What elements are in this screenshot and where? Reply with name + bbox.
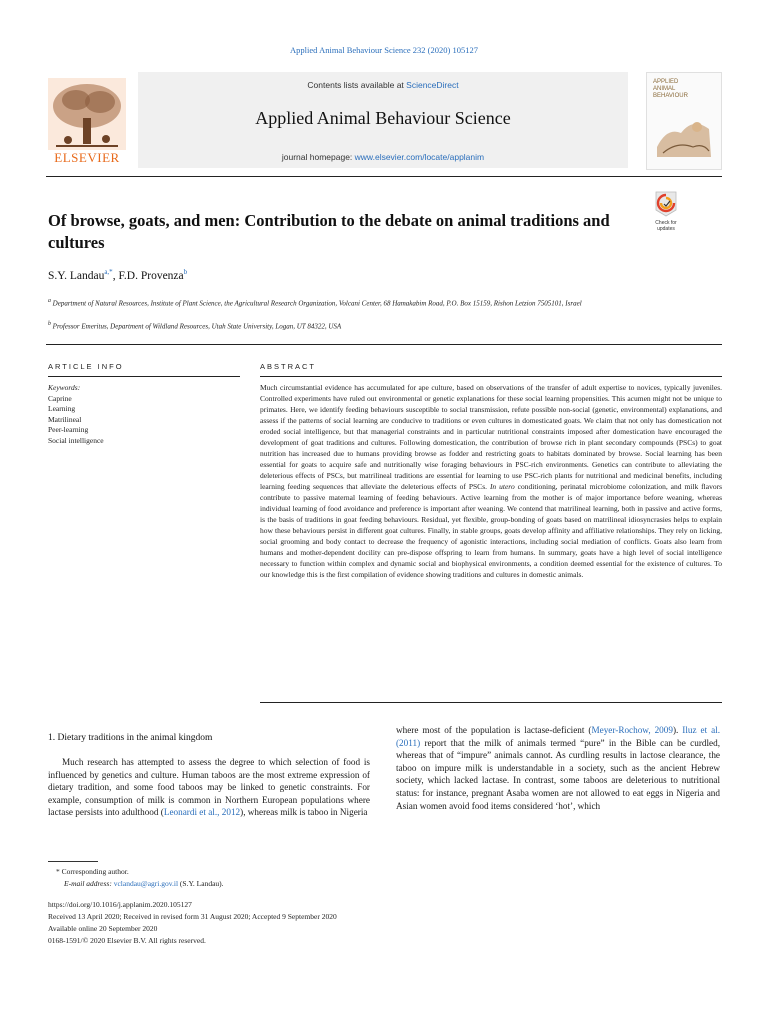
check-updates-icon [653,190,679,218]
affiliation-a [48,296,648,308]
journal-title: Applied Animal Behaviour Science [255,108,511,128]
keyword-item: Learning [48,404,76,413]
contents-prefix: Contents lists available at [307,80,407,90]
abstract-part-2: conditioning, perinatal microbiome colonization, and milk flavors contribute to passive maternal learning of feeding behaviours. Active learning from the mother is of major importance before weaning, whereas individual learning of food avoidance and preference is important after weaning. We contend that matrilineal learning, both in passive and active forms, is the basis of traditions in goat feeding behaviours. Residual, yet flexible, group-bonding of goats based on matrilineal idiosyncrasies helps to explain how these behaviours persist in different goat cultures. Finally, in stable groups, goats develop affinity and affiliative relationships. They rely on licking, social grooming and body contact to decrease the frequency of agonistic interactions, including social mediation of conflicts. Goats also learn from humans and mother-dependent docility can pre-dispose offspring to learn from humans. In summary, goats have a high level of social intelligence necessary to function within complex and dynamic social and biophysical environments, a condition deemed essential for the existence of cultures. To our knowledge this is the first compilation of evidence showing traditions and cultures in domestic animals. [260,482,722,579]
check-updates-label: Check for updates [655,220,677,232]
abstract-text [260,382,722,580]
email-suffix: (S.Y. Landau). [178,879,224,888]
body-left-text-2: ), whereas milk is taboo in Nigeria [240,807,368,818]
journal-homepage-link[interactable]: www.elsevier.com/locate/applanim [354,152,485,162]
keywords-block [48,383,238,446]
abstract-bottom-rule [260,702,722,703]
journal-reference[interactable]: Applied Animal Behaviour Science 232 (2020) 105127 [290,45,478,55]
keyword-item: Matrilineal [48,414,82,424]
footnote-rule [48,861,98,862]
corresponding-author-note: * Corresponding author. [56,867,129,876]
author-provenza[interactable]: F.D. Provenza [118,269,184,282]
copyright-line: 0168-1591/© 2020 Elsevier B.V. All rights reserved. [48,936,206,945]
author-landau-affil[interactable]: a,* [104,268,113,276]
journal-masthead [46,72,720,168]
body-left-column [48,756,370,819]
affiliation-a-text: Department of Natural Resources, Institute of Plant Science, the Agricultural Research Organization, Volcani Center, 68 Hamakabim Road, P.O. Box 15159, Rishon Letzion 7505101, Israel [52,299,582,308]
article-info-top-rule [46,344,722,345]
article-info-heading: ARTICLE INFO [48,362,124,371]
received-dates: Received 13 April 2020; Received in revised form 31 August 2020; Accepted 9 September 2020 [48,912,337,921]
cover-illustration [653,107,715,163]
sciencedirect-link[interactable]: ScienceDirect [406,80,459,90]
journal-header-box [138,72,628,168]
section-1-heading: 1. Dietary traditions in the animal kingdom [48,733,213,743]
body-right-text-3: report that the milk of animals termed “pure” in the Bible can be curdled, whereas that of “impure” animals cannot. As curdling results in lactose clearance, the taboo on impure milk is understandable in a society, such as the ancient Hebrew society, which lacked lactase. In contrast, some taboos are deleterious to nutritional status: for instance, pregnant Asaba women are not allowed to eat eggs in Nigeria and Asian women avoid food items considered ‘hot’, which [396,737,720,811]
article-title: Of browse, goats, and men: Contribution to the debate on animal traditions and cultures [48,211,610,252]
keyword-item: Caprine [48,393,72,403]
abstract-part-1: Much circumstantial evidence has accumulated for ape culture, based on observations of the transfer of adult expertise to novices, typically juveniles. Controlled experiments have ruled out environmental or genetic explanations for these social learning propensities. This acumen might not be unique to primates. Here, we identify feeding behaviours susceptible to social transmission, refute possible non-social (genetic, environmental) explanations, and assess if the patterns of social learning are conducive to traditions or even cultures in domesticated goats. We claim that not only has domestication not eroded social intelligence, but that managerial constraints and in particular nutritional constraints imposed after domestication have encouraged the development of goat traditions and cultures. Following domestication, the contribution of browse rich in plant secondary compounds (PSCs) to goat nutrition has increased due to humans providing browse as fodder and restricting goats to habitats dominated by browse. Social learning has been essential for goats to acquire safe and nutritionally wise foraging behaviours in PSC-rich environments. Genetics can contribute to alleviating the deleterious effects of PSCs, but matrilineal traditions are essential for learning to use PSC-rich plants for nutritional and medicinal benefits, including learning feeding sequences that alleviate the deleterious effects of PSCs. [260,383,722,491]
citation-iluz[interactable]: Iluz et al. (2011) [396,725,721,748]
cover-title [653,79,688,100]
email-note [64,879,224,890]
available-online: Available online 20 September 2020 [48,924,158,933]
masthead-rule [46,176,722,177]
body-right-text-1: where most of the population is lactase-deficient ( [396,725,592,735]
affiliation-b-text: Professor Emeritus, Department of Wildland Resources, Utah State University, Logan, UT 84322, USA [52,322,342,331]
body-left-text-1: Much research has attempted to assess the degree to which selection of food is influenced by genetics and culture. Human taboos are the most extreme expression of dietary tradition, and some food taboos may be linked to genetic constraints. For example, consumption of milk is common in Northern European populations where lactase persists into adulthood ( [48,757,370,818]
author-list [48,268,187,282]
article-info-rule [48,376,240,377]
elsevier-wordmark: ELSEVIER [54,150,120,165]
abstract-rule [260,376,722,377]
keyword-item: Peer-learning [48,425,89,434]
author-provenza-affil[interactable]: b [183,268,188,276]
doi-link[interactable]: https://doi.org/10.1016/j.applanim.2020.105127 [48,900,192,909]
journal-cover-thumbnail[interactable] [646,72,722,170]
keywords-label: Keywords: [48,383,81,392]
body-right-text-2: ). [672,725,683,735]
cover-line-1: APPLIED [653,79,679,85]
check-for-updates-badge[interactable] [648,190,684,238]
citation-meyer-rochow[interactable]: Meyer-Rochow, 2009 [591,725,673,735]
author-landau[interactable]: S.Y. Landau [48,269,105,282]
citation-leonardi[interactable]: Leonardi et al., 2012 [163,807,241,818]
cover-line-2: ANIMAL [653,86,676,92]
cover-line-3: BEHAVIOUR [653,93,688,99]
email-link[interactable]: vclandau@agri.gov.il [113,879,179,888]
keyword-item: Social intelligence [48,435,104,445]
homepage-line [138,152,628,162]
email-label: E-mail address: [64,879,114,888]
body-right-column [396,724,720,812]
affiliation-b [48,319,648,331]
homepage-prefix: journal homepage: [281,152,355,162]
affiliation-a-marker: a [48,298,51,304]
affiliation-b-marker: b [48,321,51,327]
abstract-italic-term: In utero [489,482,515,491]
contents-line [138,80,628,90]
author-separator: , [112,269,119,282]
abstract-heading: ABSTRACT [260,362,317,371]
